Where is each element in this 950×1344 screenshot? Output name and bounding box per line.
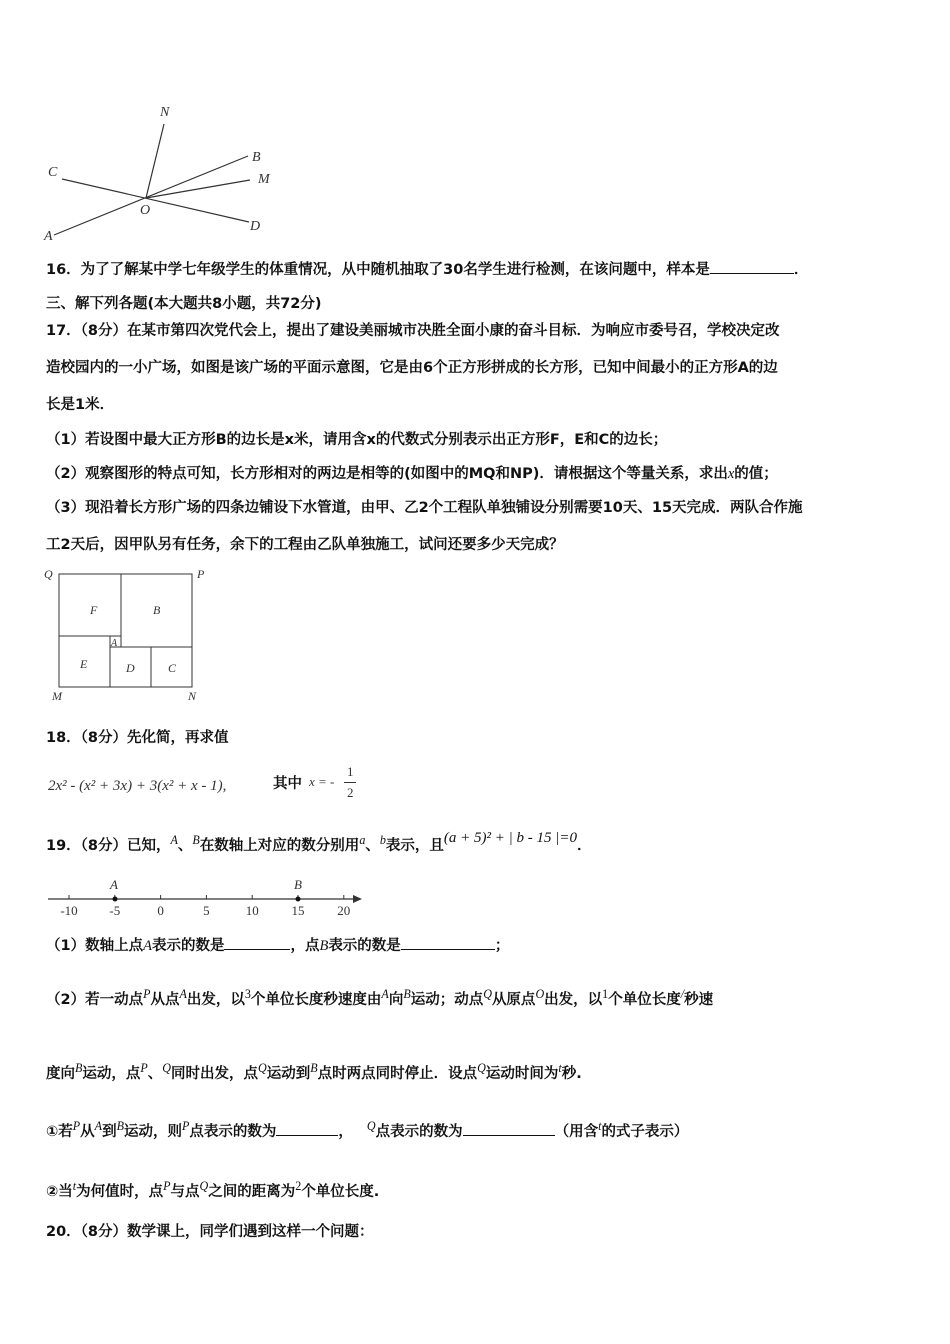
text: 点表示的数为 xyxy=(375,1123,463,1140)
text: 同时出发，点 xyxy=(171,1065,259,1082)
label-m2: M xyxy=(52,689,62,703)
text: 之间的距离为 xyxy=(208,1183,296,1200)
ray-om xyxy=(146,180,250,198)
q19-sub2 xyxy=(46,1176,379,1202)
var-b: B xyxy=(116,1119,124,1133)
text: 从原点 xyxy=(491,991,536,1008)
q19-equation: (a + 5)² + | b - 15 |=0 xyxy=(443,829,578,846)
label-sq-c: C xyxy=(168,661,177,675)
text: 点表示的数为 xyxy=(189,1123,277,1140)
var-t: t xyxy=(598,1119,602,1133)
slash: / xyxy=(680,987,685,1001)
label-d: D xyxy=(250,219,261,234)
text: 从 xyxy=(80,1123,95,1140)
q17-part3-line2: 工2天后，因甲队另有任务，余下的工程由乙队单独施工，试问还要多少天完成？ xyxy=(46,537,564,553)
text: 个单位长度. xyxy=(301,1183,380,1200)
num-2: 2 xyxy=(295,1179,302,1193)
dot-b xyxy=(296,897,301,902)
text: 向 xyxy=(388,991,404,1008)
q18-fraction-num: 1 xyxy=(347,764,354,779)
text: 的式子表示） xyxy=(601,1123,689,1140)
question-16 xyxy=(46,260,808,280)
q18-fraction-den: 2 xyxy=(347,785,354,800)
q19-end: ． xyxy=(577,837,592,854)
text: 个单位长度 xyxy=(608,991,681,1008)
tick-label: 0 xyxy=(157,903,164,918)
text: 运动，则 xyxy=(123,1123,182,1140)
numline-label-a: A xyxy=(110,877,118,892)
q19-part1 xyxy=(46,936,509,956)
var-q: Q xyxy=(199,1179,209,1193)
label-a: A xyxy=(44,229,53,244)
var-a: a xyxy=(359,833,366,847)
numline-label-b: B xyxy=(294,877,302,892)
label-m: M xyxy=(258,172,270,187)
text: 为何值时，点 xyxy=(76,1183,164,1200)
var-q: Q xyxy=(366,1119,376,1133)
sep: 、 xyxy=(365,837,380,854)
q19-sub1 xyxy=(46,1116,688,1142)
num-3: 3 xyxy=(244,987,251,1001)
angle-figure xyxy=(40,100,280,245)
var-o: O xyxy=(535,987,545,1001)
dot-a xyxy=(113,897,118,902)
point-b: B xyxy=(192,833,200,847)
var-a: A xyxy=(381,987,389,1001)
q17-part2-end: 的值； xyxy=(734,466,778,482)
label-q: Q xyxy=(44,567,53,581)
text: ， xyxy=(338,1123,353,1140)
q19-part2-line1 xyxy=(46,984,713,1010)
text: （2）若一动点 xyxy=(46,991,144,1008)
text: ； xyxy=(494,938,510,954)
q19-intro xyxy=(46,830,592,856)
text: 出发，以 xyxy=(544,991,603,1008)
var-p: P xyxy=(72,1119,81,1133)
text: 个单位长度秒速度由 xyxy=(250,991,382,1008)
blank-p xyxy=(276,1135,338,1136)
text: 从点 xyxy=(150,991,180,1008)
text: 运动到 xyxy=(266,1065,311,1082)
tick-label: 10 xyxy=(245,903,259,918)
text: 度向 xyxy=(46,1065,75,1082)
text: ，点 xyxy=(290,938,320,954)
var-b: B xyxy=(403,987,411,1001)
var-q: Q xyxy=(483,987,492,1001)
q18-title: 18．（8分）先化简，再求值 xyxy=(46,730,229,746)
var-p: P xyxy=(181,1119,190,1133)
label-p: P xyxy=(197,567,205,581)
label-sq-a: A xyxy=(111,638,118,649)
var-t: t xyxy=(558,1061,562,1075)
square-figure xyxy=(40,563,230,708)
label-o: O xyxy=(140,203,151,218)
label-n2: N xyxy=(188,689,197,703)
label-sq-b: B xyxy=(153,603,161,617)
answer-blank xyxy=(710,273,794,274)
q16-end: ． xyxy=(793,262,809,278)
blank-a xyxy=(224,949,290,950)
q17-part2-text: （2）观察图形的特点可知，长方形相对的两边是相等的(如图中的MQ和NP)．请根据这个等量关系，求出 xyxy=(46,466,728,482)
label-c: C xyxy=(48,165,58,180)
tick-label: 15 xyxy=(291,903,305,918)
fraction-bar xyxy=(344,782,356,783)
text: 表示的数是 xyxy=(328,938,401,954)
var-p: P xyxy=(163,1179,171,1193)
arrow-head xyxy=(353,895,362,903)
var-a: A xyxy=(179,987,187,1001)
var-q: Q xyxy=(258,1061,267,1075)
tick-label: -10 xyxy=(60,903,78,918)
text: ①若 xyxy=(46,1123,73,1140)
q17-part3-line1: （3）现沿着长方形广场的四条边铺设下水管道，由甲、乙2个工程队单独铺设分别需要10天、15天完成．两队合作施 xyxy=(46,500,803,516)
label-sq-d: D xyxy=(126,661,135,675)
text: 点时两点同时停止．设点 xyxy=(317,1065,478,1082)
question-20: 20．（8分）数学课上，同学们遇到这样一个问题： xyxy=(46,1224,374,1240)
ray-on xyxy=(146,124,164,198)
var-p: P xyxy=(140,1061,148,1075)
text: 运动，点 xyxy=(82,1065,141,1082)
text: 秒速 xyxy=(684,991,714,1008)
text: （用含 xyxy=(554,1123,599,1140)
q17-line1: 17．（8分）在某市第四次党代会上，提出了建设美丽城市决胜全面小康的奋斗目标．为响应市委号召，学校决定改 xyxy=(46,323,780,339)
point-a: A xyxy=(170,833,178,847)
q17-line3: 长是1米． xyxy=(46,397,115,413)
text: 到 xyxy=(102,1123,117,1140)
var-a: A xyxy=(94,1119,103,1133)
label-e: E xyxy=(80,657,88,671)
q19-text-a: 19．（8分）已知， xyxy=(46,837,171,854)
q19-part2-line2 xyxy=(46,1058,582,1084)
var-q: Q xyxy=(477,1061,486,1075)
var-p: P xyxy=(143,987,151,1001)
text: 与点 xyxy=(170,1183,200,1200)
point-b: B xyxy=(319,938,329,954)
var-b: B xyxy=(75,1061,83,1075)
var-b: B xyxy=(310,1061,318,1075)
q18-x-equals: x = - xyxy=(309,774,335,789)
var-b: b xyxy=(379,833,386,847)
text: ②当 xyxy=(46,1183,73,1200)
q18-condition: 其中 xyxy=(273,776,302,792)
section-heading: 三、解下列各题(本大题共8小题，共72分) xyxy=(46,296,322,312)
num-1: 1 xyxy=(602,987,609,1001)
text: （1）数轴上点 xyxy=(46,938,144,954)
blank-q xyxy=(463,1135,555,1136)
text: 表示的数是 xyxy=(151,938,225,954)
label-f: F xyxy=(90,603,98,617)
blank-b xyxy=(401,949,495,950)
var-x: x xyxy=(727,466,735,482)
point-a: A xyxy=(143,938,152,954)
var-q: Q xyxy=(162,1061,172,1075)
text: 出发，以 xyxy=(186,991,245,1008)
label-n: N xyxy=(160,105,170,120)
sep: 、 xyxy=(177,837,193,854)
tick-label: -5 xyxy=(109,903,121,918)
text: 秒. xyxy=(561,1065,582,1082)
q17-line2: 造校园内的一小广场，如图是该广场的平面示意图，它是由6个正方形拼成的长方形，已知中间最小的正方形A的边 xyxy=(46,360,778,376)
label-b: B xyxy=(252,150,261,165)
q16-text: 16．为了了解某中学七年级学生的体重情况，从中随机抽取了30名学生进行检测，在该问题中，样本是 xyxy=(46,262,710,278)
tick-label: 5 xyxy=(203,903,210,918)
text: 运动时间为 xyxy=(485,1065,559,1082)
q19-text-b: 在数轴上对应的数分别用 xyxy=(199,837,360,854)
line-ab xyxy=(54,156,248,235)
number-line xyxy=(40,875,370,920)
q19-text-c: 表示，且 xyxy=(385,837,444,854)
tick-label: 20 xyxy=(337,903,351,918)
text: 、 xyxy=(147,1065,163,1082)
q17-part1: （1）若设图中最大正方形B的边长是x米，请用含x的代数式分别表示出正方形F，E和C的边长； xyxy=(46,432,668,448)
var-t: t xyxy=(72,1179,77,1193)
q18-expression: 2x² - (x² + 3x) + 3(x² + x - 1), xyxy=(48,778,227,794)
text: 运动；动点 xyxy=(410,991,484,1008)
q17-part2 xyxy=(46,464,778,484)
